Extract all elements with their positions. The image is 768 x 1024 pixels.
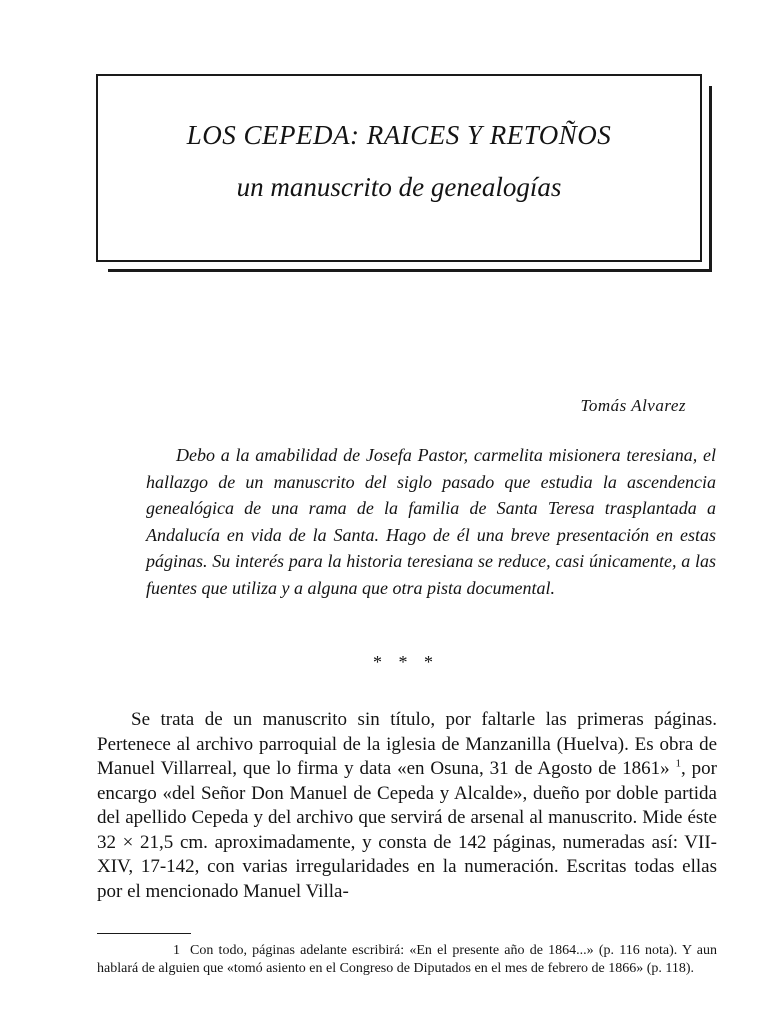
section-separator: * * * [373,652,439,672]
body-text-part1: Se trata de un manuscrito sin título, por faltarle las primeras páginas. Pertenece al archivo parroquial de la iglesia de Manzanilla (Huelva). Es obra de Manuel Villarreal, que lo firma y data «en Osuna, 31 de Agosto de 1861» [97,709,717,779]
body-text-part2: , por encargo «del Señor Don Manuel de Cepeda y Alcalde», dueño por doble partida del apellido Cepeda y del archivo que servirá de arsenal al manuscrito. Mide éste 32 × 21,5 cm. aproximadamente, y consta de 142 páginas, numeradas así: VII-XIV, 17-142, con varias irregularidades en la numeración. Escritas todas ellas por el mencionado Manuel Villa- [97,758,718,902]
footnote-reference[interactable]: 1 [675,757,681,770]
author-name: Tomás Alvarez [580,396,686,415]
footnote [97,942,717,977]
footnote-number: 1 [173,943,180,958]
body-paragraph [97,708,717,904]
abstract-paragraph: Debo a la amabilidad de Josefa Pastor, carmelita misionera teresiana, el hallazgo de un manuscrito del siglo pasado que estudia la ascendencia genealógica de una rama de la familia de Santa Teresa trasplantada a Andalucía en vida de la Santa. Hago de él una breve presentación en estas páginas. Su interés para la historia teresiana se reduce, casi únicamente, a las fuentes que utiliza y a alguna que otra pista documental. [146,445,716,598]
article-subtitle: un manuscrito de genealogías [236,172,562,202]
title-box [96,74,702,262]
article-title: LOS CEPEDA: RAICES Y RETOÑOS [186,120,612,150]
footnote-divider [97,933,191,934]
footnote-text: Con todo, páginas adelante escribirá: «En el presente año de 1864...» (p. 116 nota). Y aun hablará de alguien que «tomó asiento en el Congreso de Diputados en el mes de febrero de 1866» (p. 118). [97,943,717,976]
